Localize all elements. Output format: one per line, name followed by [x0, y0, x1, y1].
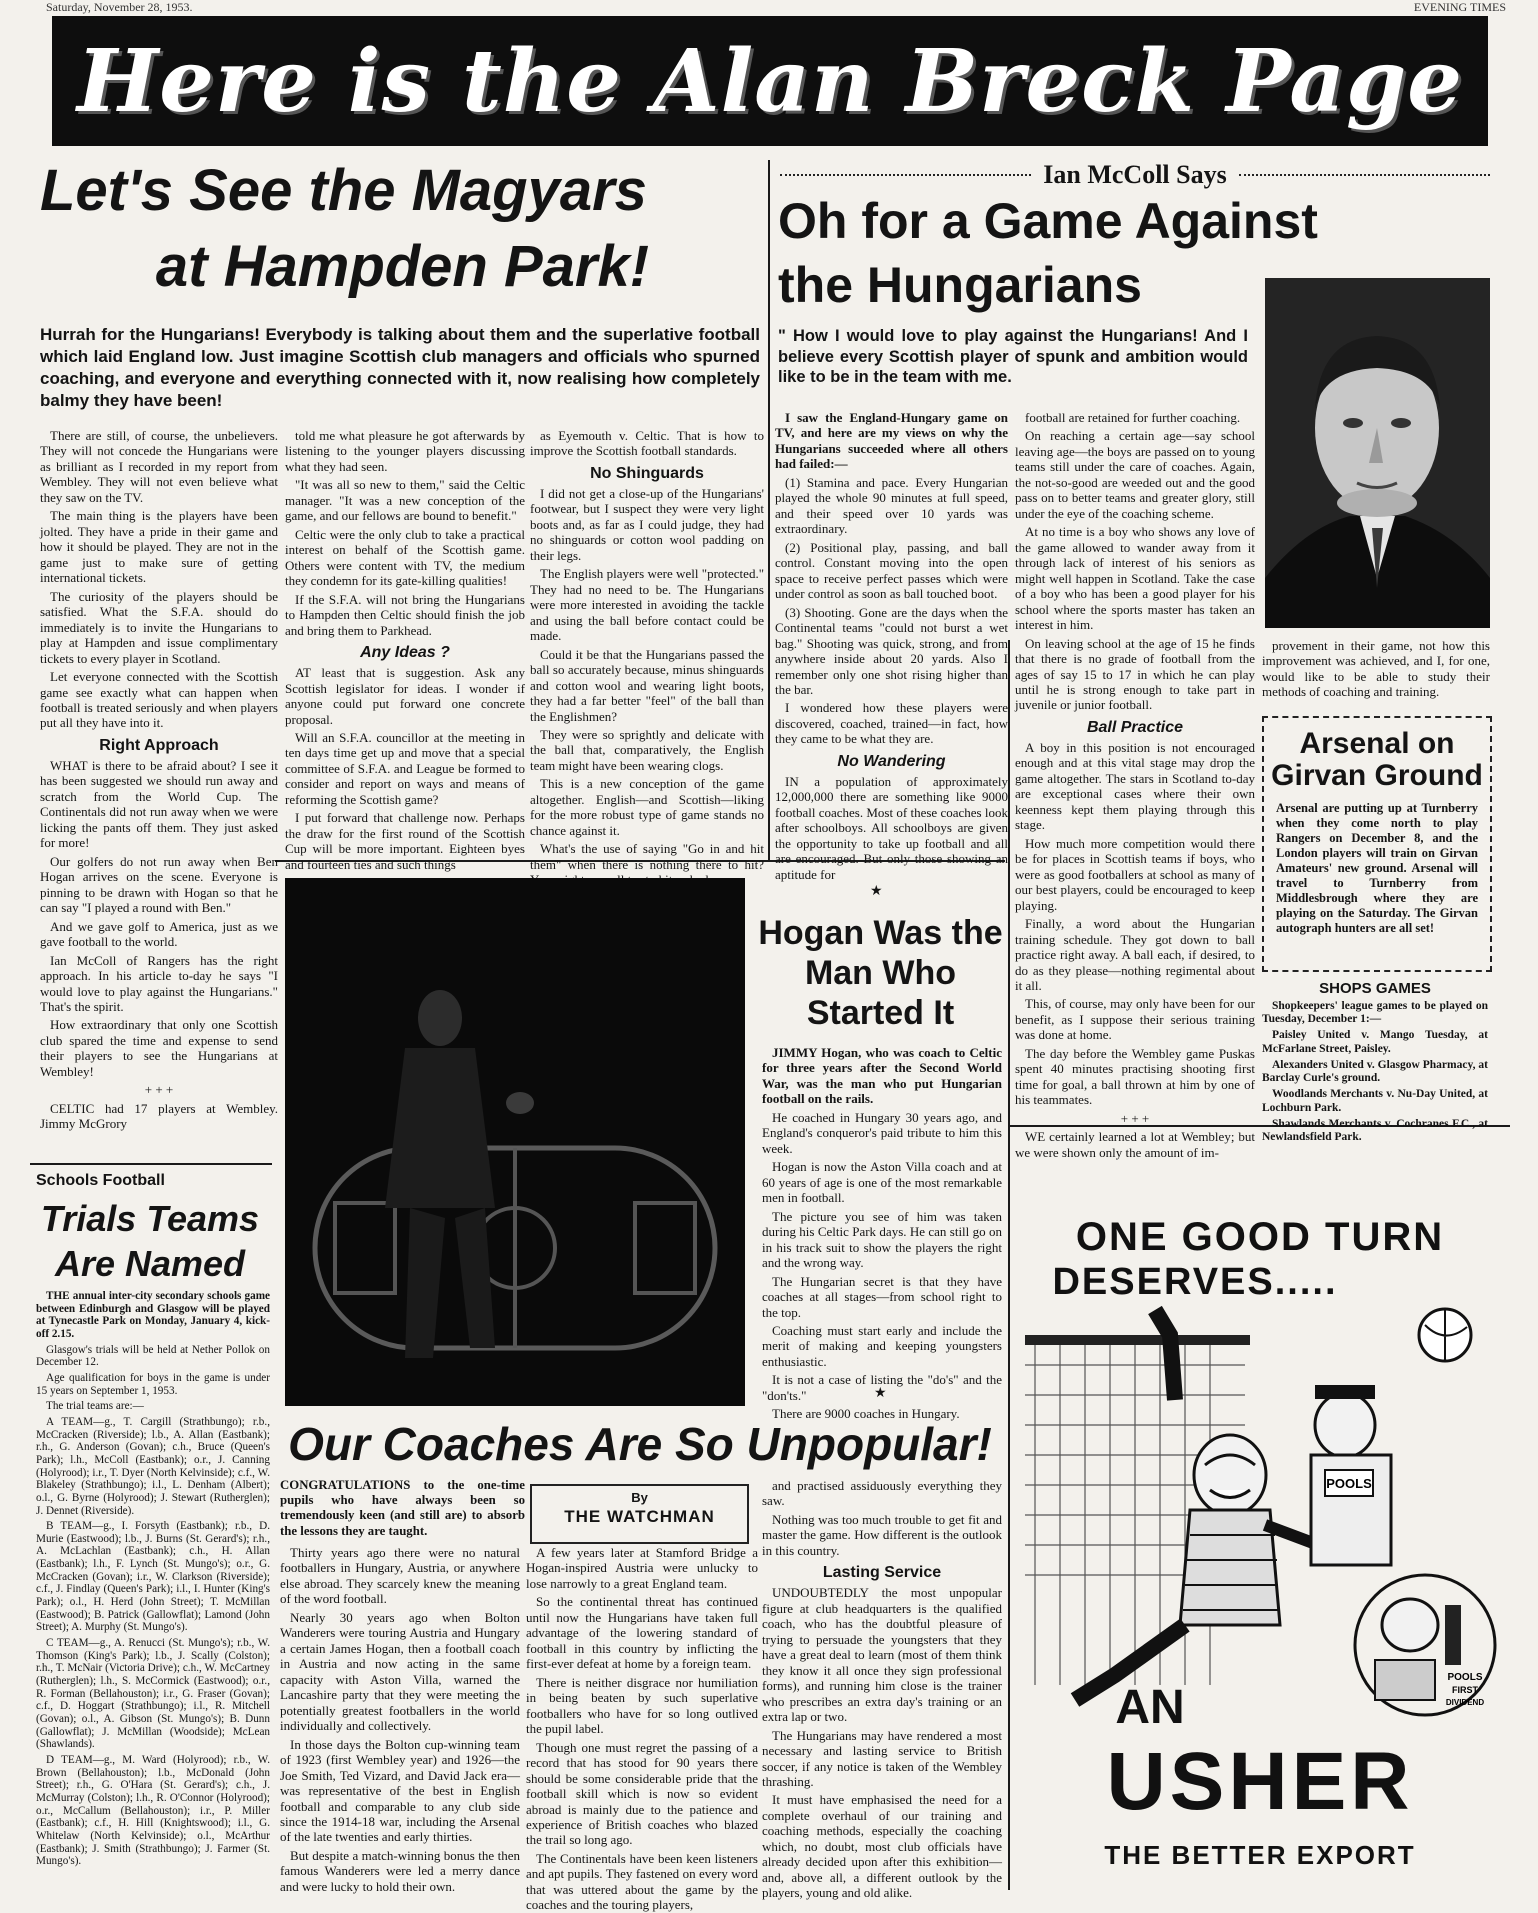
mccoll-headline-2: the Hungarians — [778, 257, 1142, 313]
coaches-col2-p1: A few years later at Stamford Bridge a Hogan-inspired Austria were unlucky to lose narrowly to a great England team. — [526, 1545, 758, 1591]
ad-pools-text: POOLS — [1447, 1672, 1483, 1683]
coaches-col-3 — [762, 1478, 1002, 1901]
mccoll-portrait-image — [1265, 278, 1490, 628]
hogan-photo — [285, 878, 745, 1406]
page-top-strip — [40, 0, 1512, 14]
byline-author: THE WATCHMAN — [564, 1507, 715, 1526]
left-col1-p3: The curiosity of the players should be satisfied. What the S.F.A. should do immediately is to invite the Hungarians to play at Hampden and issue complimentary tickets to every player in Scotland. — [40, 588, 278, 666]
coaches-col-2 — [526, 1545, 758, 1913]
shops-line-4: Woodlands Merchants v. Nu-Day United, at Lochburn Park. — [1262, 1088, 1488, 1114]
schools-team-a: A TEAM—g., T. Cargill (Strathbungo); r.b., McCracken (Riverside); l.b., A. Allan (Eastbank); r.h., G. Anderson (Govan); c.h., Bruce (Queen's Park); l.h., McColl (Eastbank); o.r., J. Canning (Holyrood); i.r., T. Dyer (North Kelvinside); c.f., W. Blakeley (Strathbungo); i.l., L. Denham (Albert); o.l., G. Byrne (Holyrood); J. Stewart (Rutherglen); J. Dennet (Riverside). — [36, 1415, 270, 1517]
mccoll-col1-p4: (3) Shooting. Gone are the days when the Continental teams "could not burst a wet bag." Shooting was quick, strong, and from anywhere inside about 20 yards. Also I remember only one shot rising higher than the bar. — [775, 604, 1008, 697]
hogan-p6: It is not a case of listing the "do's" and the "don'ts." — [762, 1372, 1002, 1403]
left-col-1 — [40, 428, 278, 1153]
left-col3-p1: as Eyemouth v. Celtic. That is how to improve the Scottish football standards. — [530, 428, 764, 459]
schools-p1: THE annual inter-city secondary schools game between Edinburgh and Glasgow will be played at Tynecastle Park on Monday, January 4, kick-off 2.15. — [36, 1290, 270, 1340]
mccoll-col-3 — [1262, 638, 1490, 703]
mccoll-col2-p3: At no time is a boy who shows any love of the game allowed to wander away from it through lack of interest of his seniors as might well happen in Scotland. Take the case of a boy who has been a good player for his school where the sports master has taken an interest in him. — [1015, 524, 1255, 633]
schools-headline-2: Are Named — [54, 1243, 246, 1284]
mccoll-col2b-p1: A boy in this position is not encouraged enough and at this vital stage may drop the game altogether. The stars in Scotland to-day are exceptional cases where their own keenness kept them playing through this stage. — [1015, 739, 1255, 833]
page-date: Saturday, November 28, 1953. — [46, 0, 193, 14]
left-col3b-p3: Could it be that the Hungarians passed the ball so accurately because, minus shinguards and cotton wool and wearing light boots, they had a far better "feel" of the ball than the Englishmen? — [530, 646, 764, 724]
left-col2-p2: "It was all so new to them," said the Celtic manager. "It was a new conception of the game, and our fellows are bound to benefit." — [285, 477, 525, 524]
mccoll-kicker-row — [780, 160, 1490, 190]
mccoll-col1-p3: (2) Positional play, passing, and ball control. Constant moving into the open space to receive perfect passes which were under control as soon as ball touched boot. — [775, 539, 1008, 602]
hogan-star-top: ★ — [870, 884, 883, 899]
hogan-p4: The Hungarian secret is that they have coaches at all stages—from school right to the top. — [762, 1273, 1002, 1320]
coaches-byline — [530, 1484, 749, 1544]
arsenal-box — [1262, 716, 1492, 972]
mccoll-col2-p2: On reaching a certain age—say school leaving age—the boys are passed on to young teams still under the care of coaches. Again, the not-so-good are weeded out and the good pass on to better teams and greater glory, still under the eye of the coaching scheme. — [1015, 428, 1255, 521]
ad-cartoon — [1015, 1305, 1505, 1725]
shops-games — [1262, 980, 1488, 1143]
shops-line-1: Shopkeepers' league games to be played on Tuesday, December 1:— — [1262, 1000, 1488, 1026]
left-col1-p2: The main thing is the players have been jolted. They have a pride in their game and how it should be played. They are not in the game just to make sure of getting international tickets. — [40, 508, 278, 586]
left-col3b-p2: The English players were well "protected." They had no need to be. The Hungarians were more interested in avoiding the tackle and using the ball before contact could be made. — [530, 566, 764, 644]
ad-line-2: DESERVES..... — [1052, 1261, 1338, 1303]
coaches-col1-p1: Thirty years ago there were no natural footballers in Hungary, Austria, or anywhere else abroad. They scarcely knew the meaning of the word football. — [280, 1545, 520, 1607]
shops-line-2: Paisley United v. Mango Tuesday, at McFarlane Street, Paisley. — [1262, 1029, 1488, 1055]
mccoll-col-1 — [775, 410, 1008, 882]
hogan-lead: JIMMY Hogan, who was coach to Celtic for three years after the Second World War, was the man who put Hungarian football on the rails. — [762, 1045, 1002, 1107]
ad-sign-text: POOLS — [1326, 1476, 1372, 1491]
mccoll-col-2 — [1015, 410, 1255, 1160]
mccoll-col1-p5: I wondered how these players were discovered, coached, trained—in fact, how they came to be what they are. — [775, 700, 1008, 747]
subhead-no-wandering: No Wandering — [837, 752, 946, 770]
hogan-p7: There are 9000 coaches in Hungary. — [772, 1406, 960, 1422]
left-col2b-p2: Will an S.F.A. councillor at the meeting in ten days time get up and move that a special committee of S.F.A. and League be formed to consider and report on ways and means of reforming the Scottish game? — [285, 730, 525, 807]
left-col1-p4: Let everyone connected with the Scottish game see exactly what can happen when football is treated seriously and when players put all they have into it. — [40, 669, 278, 731]
arsenal-headline-1: Arsenal on — [1299, 727, 1455, 760]
left-col3b-p1: I did not get a close-up of the Hungarians' footwear, but I suspect they were very light boots and, as far as I could judge, they had no shinguards or cotton wool padding on their legs. — [530, 485, 764, 563]
shops-title: SHOPS GAMES — [1319, 980, 1431, 997]
ad-line-1: ONE GOOD TURN — [1075, 1215, 1445, 1259]
mccoll-col3-p1: provement in their game, not how this improvement was achieved, and I, for one, would like to be able to study their methods of coaching and training. — [1262, 638, 1490, 700]
coaches-col2-p4: Though one must regret the passing of a record that has stood for 90 years there should be some considerable pride that the football skill which is now so evident abroad is mainly due to the patience and experience of British coaches who blazed the trail so long ago. — [526, 1739, 758, 1848]
left-col1b-p7: CELTIC had 17 players at Wembley. Jimmy McGrory — [40, 1100, 278, 1132]
mccoll-col2b-p2: How much more competition would there be for places in Scottish teams if boys, who were as good footballers at school as many of our best players, could be encouraged to keep playing. — [1015, 835, 1255, 913]
mccoll-kicker: Ian McColl Says — [1043, 160, 1227, 189]
coaches-col3-p2: Nothing was too much trouble to get fit and master the game. How different is the outlook in this country. — [762, 1511, 1002, 1558]
left-col3b-p4: They were so sprightly and delicate with the ball that, comparatively, the English team might have been wearing clogs. — [530, 727, 764, 773]
schools-headline-1: Trials Teams — [40, 1198, 260, 1239]
hogan-p1: He coached in Hungary 30 years ago, and England's conqueror's paid tribute to him this week. — [762, 1109, 1002, 1156]
mccoll-crosses: + + + — [1120, 1110, 1150, 1126]
mccoll-col2b-p5: The day before the Wembley game Puskas spent 40 minutes practising shooting first time for goal, a ball thrown at him by one of his teammates. — [1015, 1045, 1255, 1108]
masthead: Here is the Alan Breck Page — [52, 16, 1488, 146]
coaches-col1-p2: Nearly 30 years ago when Bolton Wanderers were touring Austria and Hungary a certain James Hogan, then a football coach in Austria and now acting in the same capacity with Aston Villa, warned the Lancashire party that they were meeting the potentially greatest footballers in the world individually and collectively. — [280, 1609, 520, 1734]
subhead-right-approach: Right Approach — [99, 736, 219, 754]
mccoll-headline-1: Oh for a Game Against — [778, 193, 1318, 249]
mccoll-col2b-p7: WE certainly learned a lot at Wembley; but we were shown only the amount of im- — [1015, 1129, 1255, 1160]
schools-team-b: B TEAM—g., I. Forsyth (Eastbank); r.b., D. Murie (Eastwood); l.b., J. Burns (St. Gerard's); r.h., A. McLachlan (Eastbank); c.h., H. Allan (Eastbank); l.h., F. Lynch (St. Mungo's); o.r., G. McCracken (Govan); i.r., W. Clarkson (Riverside); c.f., J. Findlay (Queen's Park); i.l., I. Hunter (King's Park); o.l., H. Herd (John Street); T. McMillan (Eastwood); B. Patrick (Gallowflat); Lamond (John Street); A. Murphy (St. Mungo's). — [36, 1520, 270, 1634]
left-intro: Hurrah for the Hungarians! Everybody is talking about them and the superlative football which laid England low. Just imagine Scottish club managers and officials who spurned coaching, and everyone and everything connected with it, now realising how completely balmy they have been! — [40, 325, 760, 411]
coaches-col3b-p3: It must have emphasised the need for a complete overhaul of our training and coaching methods, especially the coaching which, no doubt, most club officials have already decided upon after this exhibition—and, above all, a different outlook by the players, young and old alike. — [762, 1792, 1002, 1901]
separator-crosses: + + + — [144, 1082, 174, 1098]
hogan-headline-3: Started It — [806, 994, 955, 1032]
left-col1b-p4: Ian McColl of Rangers has the right approach. In his article to-day he says "I would love to play against the Hungarians." That's the spirit. — [40, 952, 278, 1014]
schools-label: Schools Football — [36, 1172, 165, 1189]
ad-brand-usher: USHER — [1106, 1736, 1414, 1827]
left-col2b-p3: I put forward that challenge now. Perhaps the draw for the first round of the Scottish Cup will be more important. Eighteen byes and fourteen ties and such things — [285, 810, 525, 872]
shops-list — [1262, 1000, 1488, 1144]
coaches-lead: CONGRATULATIONS to the one-time pupils who have always been so tremendously keen (and still are) to absorb the lessons they are taught. — [280, 1478, 525, 1538]
coaches-col-1 — [280, 1545, 520, 1894]
rule-schools — [30, 1163, 272, 1165]
subhead-any-ideas: Any Ideas ? — [360, 644, 450, 662]
arsenal-headline-2: Girvan Ground — [1271, 759, 1483, 793]
left-col1b-p2: Our golfers do not run away when Ben Hogan arrives on the scene. Everyone is pinning to be drawn with Hogan so that he can say "I played a round with Ben." — [40, 853, 278, 916]
left-col3b-p6: What's the use of saying "Go in and hit them" when there is nothing there to hit? — [530, 841, 764, 872]
schools-body — [36, 1290, 270, 1890]
left-col1b-p3: And we gave golf to America, just as we gave football to the world. — [40, 918, 278, 950]
schools-p4: The trial teams are:— — [46, 1400, 144, 1413]
shops-line-3: Alexanders United v. Glasgow Pharmacy, at Barclay Curle's ground. — [1262, 1058, 1488, 1085]
hogan-body — [762, 1045, 1002, 1422]
coaches-headline: Our Coaches Are So Unpopular! — [288, 1418, 992, 1470]
left-col-3 — [530, 428, 764, 872]
paper-name: EVENING TIMES — [1413, 0, 1506, 14]
schools-p3: Age qualification for boys in the game is under 15 years on September 1, 1953. — [36, 1371, 270, 1397]
arsenal-body: Arsenal are putting up at Turnberry when they come north to play Rangers on December 8, and the London players will train on Girvan Amateurs' new ground. Arsenal will travel to Turnberry from Middlesbrough where they are playing on the Saturday. The Girvan autograph hunters are all set! — [1276, 800, 1478, 935]
ad-dividend-text: DIVIDEND — [1445, 1698, 1485, 1707]
kicker-rule-right — [1239, 174, 1490, 176]
mccoll-col2b-p3: Finally, a word about the Hungarian training schedule. They got down to ball practice right away. A ball each, if desired, to do as they please—nothing regimental about it all. — [1015, 916, 1255, 993]
left-col3b-p5: This is a new conception of the game altogether. English—and Scottish—liking for the more robust type of game stands no chance against it. — [530, 776, 764, 838]
kicker-rule-left — [780, 174, 1031, 176]
ad-first-text: FIRST — [1452, 1685, 1478, 1695]
coaches-col1-p3: In those days the Bolton cup-winning team of 1923 (first Wembley year) and 1926—the Joe Smith, Ted Vizard, and David Jack era—was representative of the best in English football and comparable to any club side since the 1914-18 war, including the Arsenal of the late twenties and early thirties. — [280, 1736, 520, 1845]
mccoll-col1-p2: (1) Stamina and pace. Every Hungarian played the whole 90 minutes at full speed, and their speed over 10 yards was extraordinary. — [775, 474, 1008, 537]
column-rule-center — [768, 160, 770, 860]
ad-brand-an: AN — [1115, 1681, 1185, 1734]
byline-by: By — [631, 1490, 648, 1505]
subhead-ball-practice: Ball Practice — [1086, 718, 1184, 736]
mccoll-col2-p4: On leaving school at the age of 15 he finds that there is no grade of football from the ages of say 15 to 17 in which he can play until he is strong enough to take part in juvenile or junior football. — [1015, 635, 1255, 713]
coaches-col2-p5: The Continentals have been keen listeners and apt pupils. They fastened on every word that was uttered about the game by the coaches and the touring players, — [526, 1850, 758, 1913]
coaches-col2-p3: There is neither disgrace nor humiliation in being beaten by such superlative footballers who have for so long outlived the pupil label. — [526, 1674, 758, 1737]
left-headline-1: Let's See the Magyars — [40, 158, 647, 223]
shops-line-5: Shawlands Merchants v. Cochranes F.C., at Newlandsfield Park. — [1262, 1117, 1488, 1143]
coaches-col3b-p2: The Hungarians may have rendered a most necessary and lasting service to British soccer, if any notice is taken of the Wembley thrashing. — [762, 1727, 1002, 1789]
mccoll-col2-p1: football are retained for further coaching. — [1025, 410, 1241, 425]
mccoll-col1-p1: I saw the England-Hungary game on TV, and here are my views on why the Hungarians succeeded where all others had failed:— — [775, 410, 1008, 472]
left-col1b-p5: How extraordinary that only one Scottish club spared the time and expense to send their players to see the Hungarians at Wembley! — [40, 1017, 278, 1079]
subhead-lasting-service: Lasting Service — [822, 1564, 942, 1582]
hogan-photo-image — [285, 878, 745, 1406]
subhead-no-shinguards: No Shinguards — [590, 464, 704, 482]
coaches-col2-p2: So the continental threat has continued until now the Hungarians have taken full advantage of the lowering standard of football in this country by inflicting the first-ever defeat at home by a foreign team. — [526, 1594, 758, 1672]
hogan-p3: The picture you see of him was taken during his Celtic Park days. He can still go on in his track suit to show the players the right and the wrong way. — [762, 1208, 1002, 1271]
left-col2-p3: Celtic were the only club to take a practical interest on behalf of the Scottish game. Others were content with TV, the medium they condemn for its gate-killing qualities! — [285, 526, 525, 589]
left-headline-2: at Hampden Park! — [155, 234, 650, 299]
hogan-star-bottom: ★ — [874, 1386, 887, 1401]
coaches-col1-p4: But despite a match-winning bonus the then famous Wanderers were led a merry dance and were lucky to hold their own. — [280, 1847, 520, 1894]
schools-team-d: D TEAM—g., M. Ward (Holyrood); r.b., W. Brown (Bellahouston); l.b., McDonald (John Street); r.h., G. O'Hara (St. Gerard's); c.h., J. McMurray (Colston); l.h., R. O'Connor (Holyrood); o.r., McCallum (Bellahouston); i.r., P. Miller (Eastbank); c.f., H. Hill (Knightswood); i.l., G. Whitelaw (North Kelvinside); o.l., McArthur (Eastbank); J. Smith (Strathbungo); J. Farmer (St. Mungo's). — [36, 1753, 270, 1868]
usher-advert — [1015, 1135, 1505, 1890]
hogan-headline-2: Man Who — [804, 954, 957, 992]
hogan-p2: Hogan is now the Aston Villa coach and at 60 years of age is one of the most remarkable men in football. — [762, 1159, 1002, 1206]
mccoll-photo — [1265, 278, 1490, 628]
left-col1-p1: There are still, of course, the unbelievers. They will not concede the Hungarians were as brilliant as I recorded in my report from Wembley. They will not even believe what they saw on the TV. — [40, 428, 278, 505]
left-col2-p1: told me what pleasure he got afterwards by listening to the younger players discussing what they had seen. — [285, 428, 525, 474]
left-col1b-p1: WHAT is there to be afraid about? I see it has been suggested we should run away and scratch from the World Cup. The Continentals did not run away when we were licking the pants off them. They just asked for more! — [40, 757, 278, 851]
schools-p2: Glasgow's trials will be held at Nether Pollok on December 12. — [36, 1343, 270, 1369]
left-col2-p4: If the S.F.A. will not bring the Hungarians to Hampden then Celtic should finish the job and bring them to Parkhead. — [285, 591, 525, 638]
column-rule-right — [1008, 640, 1010, 1890]
ad-tagline: THE BETTER EXPORT — [1104, 1840, 1416, 1870]
coaches-col3b-p1: UNDOUBTEDLY the most unpopular figure at club headquarters is the qualified coach, who has the doubtful pleasure of trying to persuade the youngsters that they have a great deal to learn (most of them think they know it all once they sign professional forms), and running him close is the trainer who prescribes an extra day's training or an extra lap or two. — [762, 1585, 1002, 1725]
left-col-2 — [285, 428, 525, 872]
mccoll-col2b-p4: This, of course, may only have been for our benefit, as I suppose their serious training was done at home. — [1015, 996, 1255, 1043]
left-col2b-p1: AT least that is suggestion. Ask any Scottish legislator for ideas. I wonder if anyone could put forward one concrete proposal. — [285, 665, 525, 727]
coaches-col3-p1: and practised assiduously everything they saw. — [762, 1478, 1002, 1509]
mccoll-col1b-p1: IN a population of approximately 12,000,000 there are something like 9000 football coaches. Most of these coaches look after schoolboys. All schoolboys are given the opportunity to take up football and all are encouraged. But only those showing an aptitude for — [775, 773, 1008, 882]
mccoll-intro: " How I would love to play against the Hungarians! And I believe every Scottish player of spunk and ambition would like to be in the team with me. — [778, 327, 1248, 387]
hogan-p5: Coaching must start early and include the merit of making and keeping youngsters enthusiastic. — [762, 1322, 1002, 1369]
hogan-headline-1: Hogan Was the — [758, 914, 1003, 952]
schools-team-c: C TEAM—g., A. Renucci (St. Mungo's); r.b., W. Thomson (King's Park); l.b., J. Scally (Colston); r.h., T. McNair (Victoria Drive); c.h., W. McCartney (Rutherglen); l.h., S. McCormick (Eastwood); o.r., R. Forman (Bellahouston); i.r., G. Fraser (Govan); c.f., D. Hoggart (Strathbungo); i.l., R. Mitchell (Govan); o.l., A. Gibson (St. Mungo's); B. Dunn (Gallowflat); J. McMillan (Woodside); McLean (Shawlands). — [36, 1637, 270, 1751]
